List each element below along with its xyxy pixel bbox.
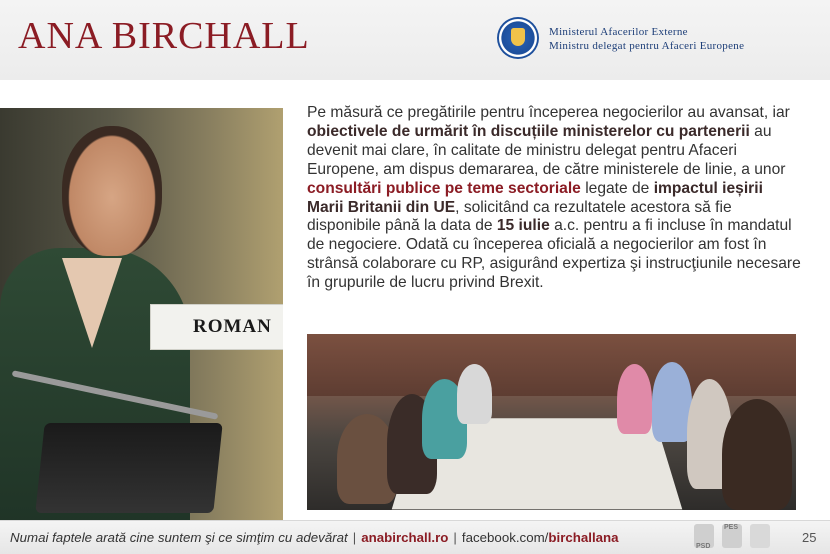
pes-logo-label: PES bbox=[724, 524, 739, 531]
ministry-block bbox=[497, 17, 817, 63]
footer-separator: | bbox=[453, 530, 457, 545]
body-bold-2: consultări publice pe teme sectoriale bbox=[307, 179, 581, 197]
name-placard bbox=[150, 304, 283, 350]
header-bar bbox=[0, 0, 830, 80]
party-logos bbox=[694, 524, 784, 552]
page-number: 25 bbox=[802, 530, 817, 545]
foundation-logo-icon bbox=[750, 524, 770, 548]
ministry-seal-icon bbox=[497, 17, 539, 59]
body-paragraph bbox=[307, 104, 802, 293]
monitor-icon bbox=[35, 423, 222, 513]
body-text-5: a.c. pentru a fi incluse în mandatul de negociere. Odată cu începerea oficială a negocierilor am fost în strânsă colaborare cu RP, asigurând expertiza şi instrucţiunile necesare în grupurile de lucru privind Brexit. bbox=[307, 217, 801, 292]
ministry-role: Ministru delegat pentru Afaceri Europene bbox=[549, 40, 745, 52]
body-bold-3: impactul ieșirii Marii Britanii din UE bbox=[307, 179, 763, 216]
body-text-3: legate de bbox=[580, 179, 654, 197]
body-text-1: Pe măsură ce pregătirile pentru începerea negocierilor au avansat, iar bbox=[307, 104, 790, 121]
facebook-handle[interactable]: birchallana bbox=[548, 530, 619, 545]
body-text-4: , solicitând ca rezultatele acestora să fie disponibile până la data de bbox=[307, 198, 732, 235]
page-title: ANA BIRCHALL bbox=[18, 15, 310, 57]
ministry-name: Ministerul Afacerilor Externe bbox=[549, 26, 688, 38]
body-bold-4: 15 iulie bbox=[496, 217, 550, 235]
body-text-2: au devenit mai clare, în calitate de ministru delegat pentru Afaceri Europene, am dispus demararea, de către ministerele de linie, a unor bbox=[307, 122, 786, 178]
footer-bar bbox=[0, 520, 830, 554]
footer-text bbox=[10, 530, 619, 545]
meeting-photo bbox=[307, 334, 796, 510]
footer-slogan: Numai faptele arată cine suntem şi ce simţim cu adevărat bbox=[10, 530, 348, 545]
psd-logo-label: PSD bbox=[696, 543, 711, 550]
footer-separator: | bbox=[352, 530, 357, 545]
website-link[interactable]: anabirchall.ro bbox=[361, 530, 449, 545]
body-bold-1: obiectivele de urmărit în discuțiile ministerelor cu partenerii bbox=[307, 122, 750, 140]
placard-text: ROMAN bbox=[193, 316, 272, 337]
portrait-photo bbox=[0, 108, 283, 528]
facebook-prefix[interactable]: facebook.com/ bbox=[461, 530, 549, 545]
